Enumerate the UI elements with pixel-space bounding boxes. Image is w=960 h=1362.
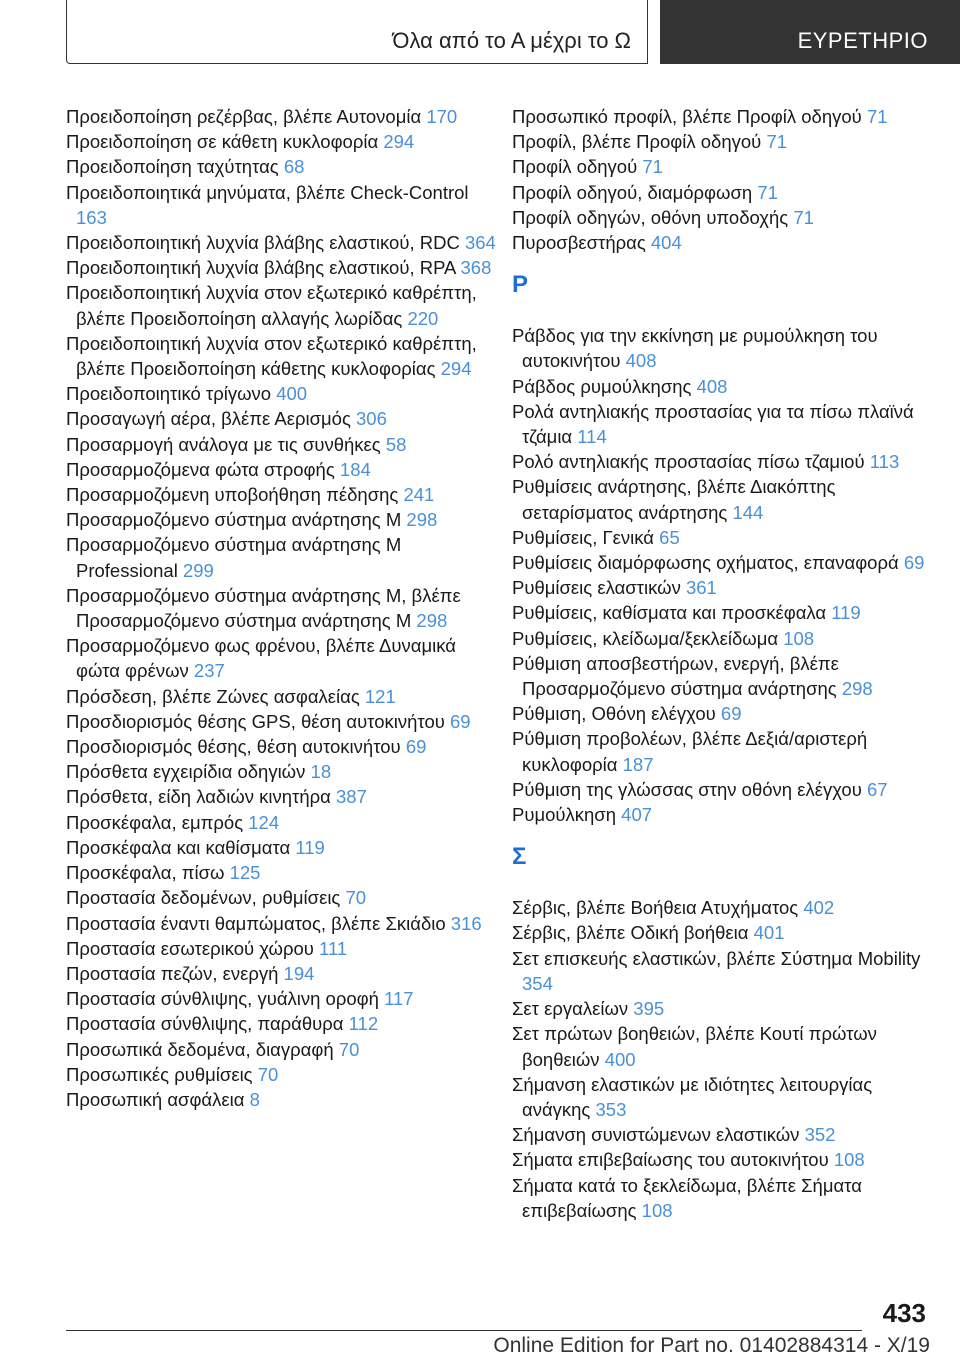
page-link[interactable]: 402 xyxy=(803,897,835,919)
index-entry-text: Προειδοποίηση ταχύτητας xyxy=(66,156,284,178)
index-entry-text: Προειδοποιητικά μηνύματα, βλέπε Check-Control xyxy=(66,181,469,203)
index-entry-text: Προσκέφαλα και καθίσματα xyxy=(66,836,296,858)
index-entry xyxy=(66,784,498,809)
index-entry xyxy=(512,550,940,575)
index-group-sigma xyxy=(512,895,940,1223)
index-entry xyxy=(66,1011,498,1036)
index-entry-text: Προφίλ οδηγού xyxy=(512,156,643,178)
index-entry-text: Σήματα επιβεβαίωσης του αυτοκινήτου xyxy=(512,1149,834,1171)
index-entry xyxy=(512,726,940,776)
index-entry xyxy=(66,583,498,633)
index-entry xyxy=(66,457,498,482)
index-entry xyxy=(512,802,940,827)
page-link[interactable]: 408 xyxy=(696,375,728,397)
index-entry-text: Προσαρμοζόμενο σύστημα ανάρτησης M, βλέπε Προσαρμοζόμενο σύστημα ανάρτησης M xyxy=(66,584,461,632)
page-link[interactable]: 58 xyxy=(385,433,407,455)
index-entry xyxy=(66,381,498,406)
index-entry-text: Προσαρμοζόμενο σύστημα ανάρτησης M Professional xyxy=(66,534,402,581)
index-entry xyxy=(512,600,940,625)
page-link[interactable]: 316 xyxy=(450,912,482,934)
index-entry-text: Προστασία δεδομένων, ρυθμίσεις xyxy=(66,887,346,909)
page-link[interactable]: 298 xyxy=(841,678,873,700)
index-group-rho xyxy=(512,323,940,827)
header-title-box xyxy=(66,0,648,64)
index-entry-text: Προειδοποιητική λυχνία στον εξωτερικό καθρέπτη, βλέπε Προειδοποίηση κάθετης κυκλοφορίας xyxy=(66,332,477,380)
index-entry xyxy=(512,525,940,550)
page-link[interactable]: 144 xyxy=(732,501,764,523)
index-entry-text: Προσδιορισμός θέσης GPS, θέση αυτοκινήτου xyxy=(66,710,451,732)
page-link[interactable]: 241 xyxy=(403,484,435,506)
index-entry xyxy=(66,835,498,860)
index-entry-text: Προφίλ οδηγών, οθόνη υποδοχής xyxy=(512,206,794,228)
index-group-pi-continued xyxy=(512,104,940,255)
index-entry xyxy=(512,701,940,726)
page-link[interactable]: 294 xyxy=(383,131,415,153)
index-entry xyxy=(512,205,940,230)
page-link[interactable]: 112 xyxy=(348,1013,379,1035)
page-link[interactable]: 294 xyxy=(440,358,472,380)
index-entry-text: Προειδοποιητική λυχνία βλάβης ελαστικού, RDC xyxy=(66,232,465,254)
index-entry-text: Προσωπικό προφίλ, βλέπε Προφίλ οδηγού xyxy=(512,106,867,127)
page-link[interactable]: 113 xyxy=(869,451,900,473)
index-entry-text: Σήμανση ελαστικών με ιδιότητες λειτουργίας ανάγκης xyxy=(512,1073,873,1120)
index-entry-text: Ράβδος για την εκκίνηση με ρυμούλκηση του αυτοκινήτου xyxy=(512,325,878,372)
index-entry-text: Ρύθμιση αποσβεστήρων, ενεργή, βλέπε Προσαρμοζόμενο σύστημα ανάρτησης xyxy=(512,652,842,700)
index-entry xyxy=(66,104,498,129)
index-entry xyxy=(66,986,498,1011)
index-entry xyxy=(66,860,498,885)
index-entry-text: Προσκέφαλα, εμπρός xyxy=(66,811,249,833)
header-title: Όλα από το Α μέχρι το Ω xyxy=(392,28,631,53)
page-link[interactable]: 119 xyxy=(295,836,325,858)
page-link[interactable]: 163 xyxy=(76,206,107,228)
index-entry xyxy=(66,154,498,179)
index-entry xyxy=(66,406,498,431)
page-link[interactable]: 69 xyxy=(720,703,742,725)
page-link[interactable]: 70 xyxy=(257,1063,279,1085)
index-entry-text: Πρόσθετα, είδη λαδιών κινητήρα xyxy=(66,786,336,808)
index-entry-text: Προειδοποιητική λυχνία στον εξωτερικό καθρέπτη, βλέπε Προειδοποίηση αλλαγής λωρίδας xyxy=(66,282,477,329)
index-column-right xyxy=(512,104,940,1223)
page-link[interactable]: 364 xyxy=(464,232,496,254)
index-entry-text: Ρυθμίσεις ανάρτησης, βλέπε Διακόπτης σεταρίσματος ανάρτησης xyxy=(512,476,836,523)
index-entry xyxy=(512,154,940,179)
page-link[interactable]: 111 xyxy=(319,937,348,959)
page-link[interactable]: 401 xyxy=(753,922,785,944)
index-entry-text: Ρύθμιση προβολέων, βλέπε Δεξιά/αριστερή κυκλοφορία xyxy=(512,728,868,775)
index-entry xyxy=(512,1147,940,1172)
index-letter-sigma: Σ xyxy=(512,843,527,871)
index-entry-text: Σήματα κατά το ξεκλείδωμα, βλέπε Σήματα επιβεβαίωσης xyxy=(512,1174,862,1221)
index-entry xyxy=(512,1072,940,1122)
page-link[interactable]: 194 xyxy=(283,962,315,984)
index-entry xyxy=(512,996,940,1021)
index-entry-text: Σέρβις, βλέπε Βοήθεια Ατυχήματος xyxy=(512,897,804,919)
index-entry-text: Ράβδος ρυμούλκησης xyxy=(512,375,697,397)
page-link[interactable]: 187 xyxy=(622,753,654,775)
index-entry-text: Προειδοποίηση ρεζέρβας, βλέπε Αυτονομία xyxy=(66,106,427,127)
page-link[interactable]: 121 xyxy=(364,685,396,707)
page-link[interactable]: 119 xyxy=(831,602,861,624)
index-entry-text: Ρολά αντηλιακής προστασίας για τα πίσω πλαϊνά τζάμια xyxy=(512,400,914,448)
index-entry xyxy=(66,230,498,255)
index-entry-text: Ρύθμιση της γλώσσας στην οθόνη ελέγχου xyxy=(512,778,867,800)
index-entry-text: Προειδοποιητική λυχνία βλάβης ελαστικού, RPA xyxy=(66,257,461,279)
page-link[interactable]: 108 xyxy=(833,1149,865,1171)
page-link[interactable]: 170 xyxy=(426,106,458,127)
page-link[interactable]: 125 xyxy=(229,862,261,884)
page-link[interactable]: 407 xyxy=(621,804,653,826)
index-entry-text: Πρόσδεση, βλέπε Ζώνες ασφαλείας xyxy=(66,685,365,707)
page-link[interactable]: 65 xyxy=(659,526,680,548)
page-link[interactable]: 69 xyxy=(450,710,471,732)
header-section-tab[interactable] xyxy=(660,0,960,64)
index-entry xyxy=(66,709,498,734)
page-link[interactable]: 298 xyxy=(416,610,448,632)
index-entry-text: Προσαρμοζόμενο σύστημα ανάρτησης M xyxy=(66,509,407,531)
index-entry-text: Σετ πρώτων βοηθειών, βλέπε Κουτί πρώτων βοηθειών xyxy=(512,1023,877,1070)
index-entry xyxy=(66,810,498,835)
index-entry-text: Ρολό αντηλιακής προστασίας πίσω τζαμιού xyxy=(512,451,870,473)
index-entry-text: Προστασία σύνθλιψης, παράθυρα xyxy=(66,1013,349,1035)
index-entry-text: Προσωπικά δεδομένα, διαγραφή xyxy=(66,1038,339,1060)
index-entry xyxy=(512,474,940,524)
page-link[interactable]: 220 xyxy=(407,307,439,329)
page-link[interactable]: 299 xyxy=(182,559,214,581)
index-entry xyxy=(66,1087,498,1112)
index-entry xyxy=(66,331,498,381)
page-link[interactable]: 353 xyxy=(595,1098,627,1120)
index-entry xyxy=(512,1122,940,1147)
index-entry-text: Προσωπική ασφάλεια xyxy=(66,1088,250,1110)
page-link[interactable]: 71 xyxy=(866,106,888,127)
page-link[interactable]: 70 xyxy=(345,887,367,909)
index-entry-text: Προειδοποίηση σε κάθετη κυκλοφορία xyxy=(66,131,384,153)
index-entry xyxy=(512,1021,940,1071)
index-entry xyxy=(512,626,940,651)
index-entry-text: Προστασία πεζών, ενεργή xyxy=(66,962,284,984)
page-link[interactable]: 71 xyxy=(766,131,788,153)
page-link[interactable]: 71 xyxy=(757,181,778,203)
index-entry-text: Ρυθμίσεις, καθίσματα και προσκέφαλα xyxy=(512,602,832,624)
index-entry-text: Ρυθμίσεις διαμόρφωσης οχήματος, επαναφορά xyxy=(512,552,904,574)
index-entry-text: Προστασία έναντι θαμπώματος, βλέπε Σκιάδιο xyxy=(66,912,451,934)
index-entry xyxy=(66,684,498,709)
index-entry xyxy=(512,651,940,701)
index-entry-text: Προσωπικές ρυθμίσεις xyxy=(66,1063,258,1085)
index-entry xyxy=(66,180,498,230)
index-entry xyxy=(512,180,940,205)
index-entry xyxy=(512,575,940,600)
index-entry xyxy=(512,895,940,920)
index-entry-text: Προσκέφαλα, πίσω xyxy=(66,862,230,884)
index-entry-text: Σέρβις, βλέπε Οδική βοήθεια xyxy=(512,922,754,944)
index-entry-text: Προσαρμοζόμενο φως φρένου, βλέπε Δυναμικά φώτα φρένων xyxy=(66,635,456,682)
index-entry xyxy=(66,911,498,936)
page-link[interactable]: 306 xyxy=(356,408,387,430)
page-link[interactable]: 298 xyxy=(406,509,438,531)
page-link[interactable]: 108 xyxy=(641,1199,673,1221)
page-link[interactable]: 395 xyxy=(633,998,665,1020)
index-entry xyxy=(66,1037,498,1062)
index-entry xyxy=(66,432,498,457)
page-link[interactable]: 8 xyxy=(249,1088,260,1110)
page-link[interactable]: 114 xyxy=(577,426,607,448)
page-link[interactable]: 117 xyxy=(384,988,414,1010)
index-entry xyxy=(66,1062,498,1087)
page-link[interactable]: 368 xyxy=(460,257,492,279)
page-link[interactable]: 68 xyxy=(283,156,305,178)
index-entry-text: Προσαρμοζόμενα φώτα στροφής xyxy=(66,458,340,480)
index-entry xyxy=(66,633,498,683)
index-entry-text: Πυροσβεστήρας xyxy=(512,232,651,254)
page-link[interactable]: 70 xyxy=(338,1038,360,1060)
page-link[interactable]: 67 xyxy=(866,778,888,800)
index-entry xyxy=(512,449,940,474)
page-link[interactable]: 352 xyxy=(804,1124,836,1146)
index-entry-text: Προειδοποιητικό τρίγωνο xyxy=(66,383,277,405)
page-link[interactable]: 387 xyxy=(336,786,367,808)
index-entry xyxy=(66,961,498,986)
index-entry xyxy=(512,104,940,129)
index-entry xyxy=(512,1173,940,1223)
index-entry xyxy=(66,507,498,532)
index-column-left xyxy=(66,104,498,1112)
footer-divider xyxy=(66,1330,862,1331)
index-entry-text: Ρύθμιση, Οθόνη ελέγχου xyxy=(512,703,721,725)
index-entry xyxy=(66,280,498,330)
index-entry-text: Προσαρμογή ανάλογα με τις συνθήκες xyxy=(66,433,386,455)
page-link[interactable]: 400 xyxy=(276,383,308,405)
page-link[interactable]: 400 xyxy=(604,1048,636,1070)
index-entry-text: Προσαρμοζόμενη υποβοήθηση πέδησης xyxy=(66,484,404,506)
page-link[interactable]: 404 xyxy=(650,232,682,254)
page-link[interactable]: 361 xyxy=(685,577,717,599)
index-entry xyxy=(512,777,940,802)
page-link[interactable]: 71 xyxy=(793,206,814,228)
index-entry-text: Προφίλ οδηγού, διαμόρφωση xyxy=(512,181,758,203)
index-entry xyxy=(66,936,498,961)
index-entry-text: Ρυθμίσεις, Γενικά xyxy=(512,526,660,548)
page-link[interactable]: 18 xyxy=(310,761,332,783)
index-entry-text: Ρυθμίσεις ελαστικών xyxy=(512,577,686,599)
page-link[interactable]: 408 xyxy=(625,350,657,372)
index-entry-text: Σετ εργαλείων xyxy=(512,998,634,1020)
index-entry-text: Προστασία σύνθλιψης, γυάλινη οροφή xyxy=(66,988,385,1010)
index-entry-text: Σετ επισκευής ελαστικών, βλέπε Σύστημα Mobility xyxy=(512,947,921,969)
index-entry xyxy=(66,129,498,154)
index-entry xyxy=(66,482,498,507)
index-entry-text: Πρόσθετα εγχειρίδια οδηγιών xyxy=(66,761,311,783)
index-entry-text: Ρυμούλκηση xyxy=(512,804,622,826)
page-link[interactable]: 237 xyxy=(193,660,225,682)
index-entry-text: Σήμανση συνιστώμενων ελαστικών xyxy=(512,1124,805,1146)
page-link[interactable]: 71 xyxy=(642,156,663,178)
page-link[interactable]: 124 xyxy=(248,811,280,833)
index-entry xyxy=(66,734,498,759)
index-entry xyxy=(512,374,940,399)
page-link[interactable]: 69 xyxy=(903,552,925,574)
header-section-label: ΕΥΡΕΤΗΡΙΟ xyxy=(797,28,928,53)
index-entry xyxy=(512,129,940,154)
index-entry xyxy=(66,255,498,280)
footer-edition-text: Online Edition for Part no. 01402884314 - X/19 xyxy=(493,1334,930,1357)
index-entry xyxy=(66,885,498,910)
index-entry xyxy=(66,532,498,582)
index-entry-text: Ρυθμίσεις, κλείδωμα/ξεκλείδωμα xyxy=(512,627,784,649)
index-entry-text: Προφίλ, βλέπε Προφίλ οδηγού xyxy=(512,131,767,153)
page-link[interactable]: 184 xyxy=(339,458,371,480)
index-entry-text: Προστασία εσωτερικού χώρου xyxy=(66,937,320,959)
index-entry xyxy=(512,399,940,449)
page-link[interactable]: 354 xyxy=(522,972,553,994)
index-entry xyxy=(512,323,940,373)
index-entry xyxy=(512,946,940,996)
index-entry-text: Προσδιορισμός θέσης, θέση αυτοκινήτου xyxy=(66,736,406,758)
page-link[interactable]: 108 xyxy=(783,627,815,649)
index-entry-text: Προσαγωγή αέρα, βλέπε Αερισμός xyxy=(66,408,357,430)
index-entry xyxy=(512,230,940,255)
page-number: 433 xyxy=(882,1298,926,1328)
page-link[interactable]: 69 xyxy=(405,736,427,758)
index-letter-rho: Ρ xyxy=(512,271,529,299)
index-entry xyxy=(66,759,498,784)
index-entry xyxy=(512,920,940,945)
